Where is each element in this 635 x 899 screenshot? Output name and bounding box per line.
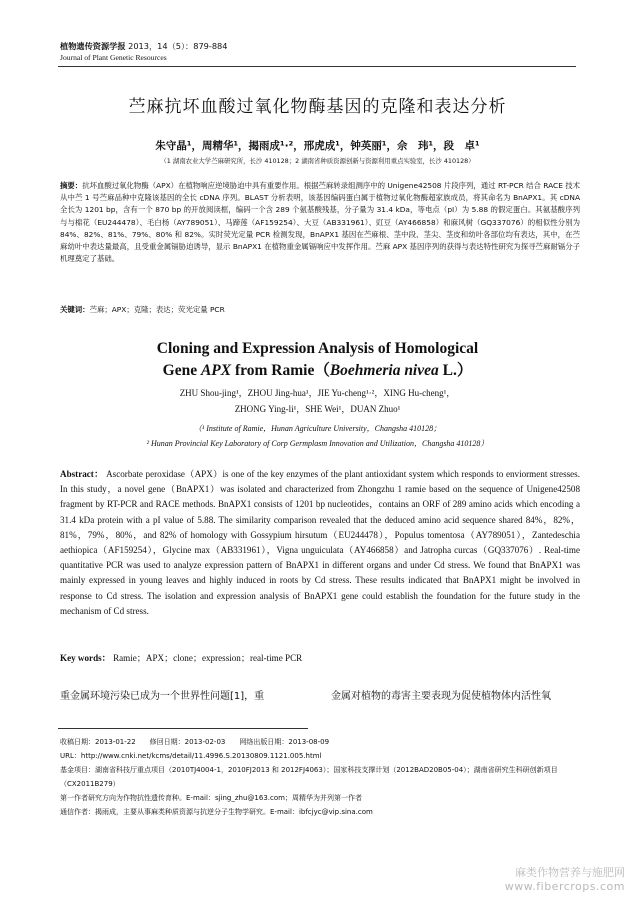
affiliation-en-line1: （¹ Institute of Ramie，Hunan Agriculture University，Changsha 410128； [193, 424, 442, 433]
authors-en [0, 385, 635, 417]
title-en-line2: Gene APX from Ramie（Boehmeria nivea L.） [162, 362, 473, 379]
journal-name-cn: 植物遗传资源学报 [60, 41, 126, 51]
footnotes [60, 735, 580, 819]
abstract-en-label: Abstract： [60, 469, 104, 479]
footnote-rule [58, 728, 308, 729]
affiliation-cn: （1 湖南农业大学苎麻研究所，长沙 410128；2 湖南省种质资源创新与资源利用重点实验室，长沙 410128） [160, 157, 475, 165]
footnote-corresponding: 通信作者：揭雨成，主要从事麻类种质资源与抗逆分子生物学研究。E-mail：ibfcjyc@vip.sina.com [60, 808, 373, 816]
keywords-cn [60, 304, 580, 315]
title-en [0, 338, 635, 382]
footnote-fund: 基金项目：湖南省科技厅重点项目（2010TJ4004-1，2010FJ2013 和 2012FJ4063）；国家科技支撑计划（2012BAD20B05-04）；湖南省研究生科研创新项目（CX2011B279） [60, 766, 558, 788]
affiliation-en-line2: ² Hunan Provincial Key Laboratory of Corp Germplasm Innovation and Utilization，Changsha 410128） [146, 439, 489, 448]
footnote-url: URL：http://www.cnki.net/kcms/detail/11.4996.S.20130809.1121.005.html [60, 752, 322, 760]
keywords-en [60, 651, 580, 664]
keywords-en-label: Key words： [60, 653, 111, 663]
keywords-cn-label: 关键词： [60, 305, 90, 314]
abstract-en [60, 467, 580, 619]
footnote-dates: 收稿日期：2013-01-22 修回日期：2013-02-03 网络出版日期：2013-08-09 [60, 738, 330, 746]
authors-en-line1: ZHU Shou-jing¹，ZHOU Jing-hua¹，JIE Yu-cheng¹·²，XING Hu-cheng¹， [179, 388, 456, 398]
body-right-column: 金属对植物的毒害主要表现为促使植物体内活性氧 [331, 691, 551, 702]
watermark-line2: www.fibercrops.com [504, 880, 625, 893]
title-cn: 苎麻抗坏血酸过氧化物酶基因的克隆和表达分析 [128, 97, 507, 117]
affiliation-en [0, 421, 635, 451]
abstract-cn-text: 抗坏血酸过氧化物酶（APX）在植物响应逆境胁迫中具有重要作用。根据苎麻转录组测序中的 Unigene42508 片段序列，通过 RT-PCR 结合 RACE 技术从中苎 1 号苎麻品种中克隆该基因的全长 cDNA 序列。BLAST 分析表明，该基因编码蛋白属于植物过氧化物酶超家族成员，将其命名为 BnAPX1。其 cDNA 全长为 1201 bp，含有一个 870 bp 的开放阅读框，编码一个含 289 个氨基酸残基，分子量为 31.4 kDa，等电点（pI）为 5.88 的假定蛋白。其氨基酸序列与与棉花（EU244478）、毛白杨（AY789051）、马蹄莲（AF159254）、大豆（AB331961）、豇豆（AY466858）和麻风树（GQ337076）的相似性分别为 84%、82%、81%、79%、80% 和 82%。实时荧光定量 PCR 检测发现，BnAPX1 基因在苎麻根、茎中段、茎尖、茎皮和幼叶各部位均有表达，其中，在苎麻幼叶中表达量最高，且受重金属镉胁迫诱导，显示 BnAPX1 在植物重金属镉响应中发挥作用。苎麻 APX 基因序列的获得与表达特性研究为探寻苎麻耐镉分子机理奠定了基础。 [60, 181, 580, 264]
authors-en-line2: ZHONG Ying-li¹，SHE Wei¹，DUAN Zhuo¹ [234, 404, 401, 414]
authors-cn: 朱守晶¹，周精华¹，揭雨成¹·²，邢虎成¹，钟英丽¹，佘 玮¹，段 卓¹ [155, 140, 480, 152]
keywords-cn-text: 苎麻；APX；克隆；表达；荧光定量 PCR [89, 305, 225, 314]
footnote-first-author: 第一作者研究方向为作物抗性遗传育种。E-mail：sjing_zhu@163.com；周精华为并列第一作者 [60, 794, 362, 802]
journal-name-en: Journal of Plant Genetic Resources [60, 53, 167, 62]
watermark-line1: 麻类作物营养与施肥网 [515, 866, 625, 879]
journal-issue: 2013，14（5）：879-884 [128, 41, 228, 51]
abstract-cn [60, 180, 580, 265]
header-rule [58, 66, 576, 67]
abstract-cn-label: 摘要： [60, 181, 83, 190]
journal-header [60, 41, 227, 63]
abstract-en-text: Ascorbate peroxidase（APX）is one of the key enzymes of the plant antioxidant system which responds to enviorment stresses. In this study，a novel gene（BnAPX1）was isolated and characterized from Zhongzhu 1 ramie based on the sequence of Unigene42508 fragment by RT-PCR and RACE methods. BnAPX1 consists of 1201 bp nucleotides，contains an ORF of 289 amino acids which encoding a 31.4 kDa protein with a pI value of 5.88. The similarity comparison revealed that the deduced amino acid sequence shared 84%，82%，81%，79%，80%，and 82% of homology with Gossypium hirsutum（EU244478），Populus tomentosa（AY789051），Zantedeschia aethiopica（AF159254），Glycine max（AB331961），Vigna unguiculata（AY466858）and Jatropha curcas（GQ337076）. Real-time quantitative PCR was used to analyze expression pattern of BnAPX1 in different organs and under Cd stress. We found that BnAPX1 was mainly expressed in young leaves and highly induced in roots by Cd stress. These results indicated that BnAPX1 might be involved in response to Cd stress. The isolation and expression analysis of BnAPX1 gene could establish the foundation for the future study in the mechanism of Cd stress. [60, 469, 580, 616]
keywords-en-text: Ramie；APX；clone；expression；real-time PCR [113, 653, 303, 663]
body-left-column: 重金属环境污染已成为一个世界性问题[1]，重 [60, 691, 265, 702]
title-en-line1: Cloning and Expression Analysis of Homological [156, 340, 479, 357]
watermark [505, 864, 625, 893]
